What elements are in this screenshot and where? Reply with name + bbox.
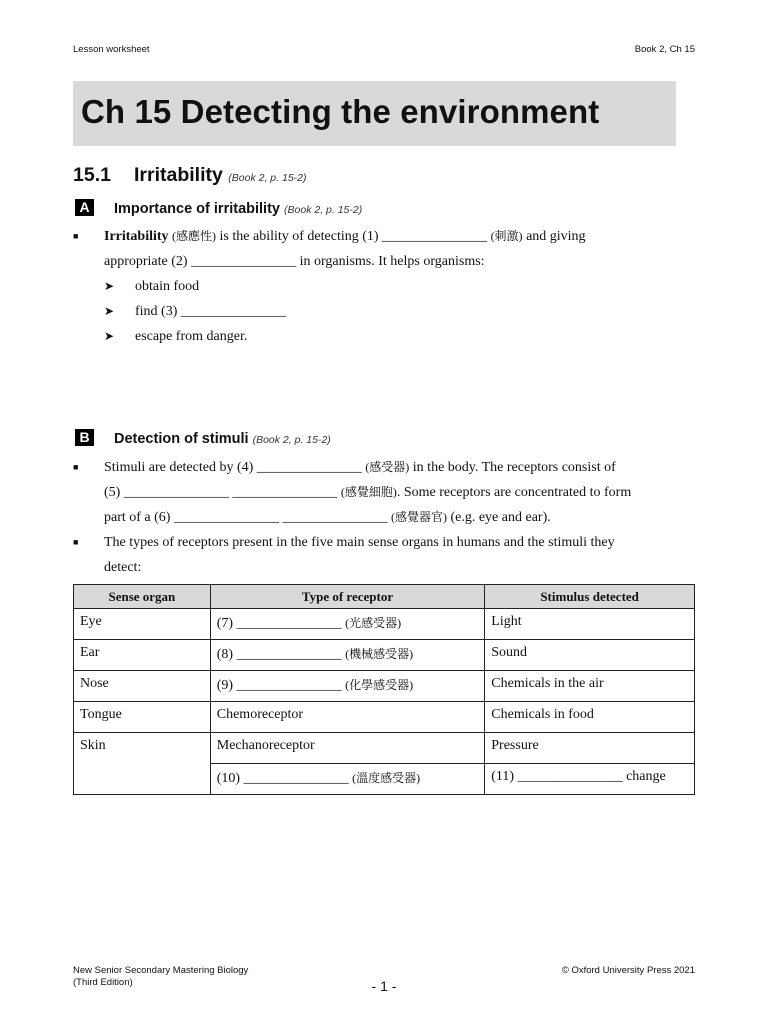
text-fragment: appropriate (2) _______________ in organisms. It helps organisms: <box>104 254 485 269</box>
cell-organ: Ear <box>74 640 211 671</box>
text-fragment: (e.g. eye and ear). <box>446 510 551 525</box>
cell-receptor: Mechanoreceptor <box>210 733 485 764</box>
cell-stimulus: Light <box>485 609 695 640</box>
receptor-text: (9) _______________ <box>216 678 346 693</box>
chapter-title: Ch 15 Detecting the environment <box>81 93 600 130</box>
table-row <box>74 671 695 702</box>
subsection-b-name: Detection of stimuli <box>114 431 249 447</box>
zh-term: (感應性) <box>172 229 217 243</box>
footer-edition: (Third Edition) <box>73 977 133 988</box>
header-receptor-type: Type of receptor <box>210 585 485 609</box>
paragraph-stimuli <box>73 455 693 530</box>
text-fragment: detect: <box>104 560 142 575</box>
list-item-text: find (3) _______________ <box>135 304 286 319</box>
square-bullet-icon: ■ <box>73 537 79 547</box>
zh-term: (光感受器) <box>345 616 402 630</box>
text-fragment: The types of receptors present in the five main sense organs in humans and the stimuli they <box>104 535 615 550</box>
paragraph-receptor-types <box>73 530 693 580</box>
badge-a: A <box>75 199 94 216</box>
receptor-text: (7) _______________ <box>216 616 346 631</box>
zh-term: (溫度感受器) <box>352 771 421 785</box>
subsection-a-title <box>75 199 362 217</box>
zh-term: (感覺細胞) <box>340 485 397 499</box>
table-row <box>74 733 695 764</box>
section-title <box>73 164 307 187</box>
text-fragment: and giving <box>522 229 586 244</box>
cell-organ: Tongue <box>74 702 211 733</box>
subsection-b-ref: (Book 2, p. 15-2) <box>252 434 331 446</box>
cell-receptor <box>210 671 485 702</box>
cell-receptor <box>210 609 485 640</box>
cell-receptor <box>210 764 485 795</box>
subsection-a-ref: (Book 2, p. 15-2) <box>284 204 363 216</box>
list-item <box>104 274 199 299</box>
cell-stimulus: Chemicals in food <box>485 702 695 733</box>
section-name: Irritability <box>134 164 223 186</box>
header-stimulus: Stimulus detected <box>485 585 695 609</box>
cell-receptor: Chemoreceptor <box>210 702 485 733</box>
receptor-text: (8) _______________ <box>216 647 346 662</box>
table-row <box>74 702 695 733</box>
footer-book-title: New Senior Secondary Mastering Biology <box>73 965 249 976</box>
text-fragment: . Some receptors are concentrated to form <box>396 485 632 500</box>
zh-term: (感覺器官) <box>390 510 447 524</box>
list-item-text: obtain food <box>135 279 200 294</box>
subsection-b-title <box>75 429 331 447</box>
text-fragment: in the body. The receptors consist of <box>409 460 616 475</box>
arrow-bullet-icon: ➤ <box>104 329 115 343</box>
chapter-title-box <box>73 81 676 146</box>
cell-organ: Nose <box>74 671 211 702</box>
receptor-table <box>73 584 695 795</box>
cell-stimulus: Pressure <box>485 733 695 764</box>
text-fragment: part of a (6) _______________ _______________ <box>104 510 391 525</box>
cell-stimulus: (11) _______________ change <box>485 764 695 795</box>
footer-copyright: © Oxford University Press 2021 <box>561 965 695 976</box>
zh-term: (感受器) <box>365 460 410 474</box>
cell-organ: Skin <box>74 733 211 795</box>
zh-term: (化學感受器) <box>345 678 414 692</box>
page-number: - 1 - <box>371 978 397 994</box>
list-item <box>104 324 247 349</box>
cell-stimulus: Sound <box>485 640 695 671</box>
header-right: Book 2, Ch 15 <box>634 44 695 55</box>
square-bullet-icon: ■ <box>73 462 79 472</box>
header-sense-organ: Sense organ <box>74 585 211 609</box>
arrow-bullet-icon: ➤ <box>104 304 115 318</box>
paragraph-irritability <box>73 224 693 274</box>
list-item <box>104 299 286 324</box>
arrow-bullet-icon: ➤ <box>104 279 115 293</box>
receptor-text: (10) _______________ <box>216 771 353 786</box>
text-fragment: is the ability of detecting (1) _______________ <box>216 229 491 244</box>
text-fragment: Stimuli are detected by (4) _______________ <box>104 460 366 475</box>
badge-b: B <box>75 429 94 446</box>
header-left: Lesson worksheet <box>73 44 150 55</box>
table-row <box>74 640 695 671</box>
list-item-text: escape from danger. <box>135 329 248 344</box>
table-row <box>74 609 695 640</box>
zh-term: (刺激) <box>490 229 523 243</box>
subsection-a-name: Importance of irritability <box>114 201 280 217</box>
text-fragment: (5) _______________ _______________ <box>104 485 341 500</box>
section-ref: (Book 2, p. 15-2) <box>228 172 307 184</box>
square-bullet-icon: ■ <box>73 231 79 241</box>
cell-organ: Eye <box>74 609 211 640</box>
section-number: 15.1 <box>73 164 111 186</box>
cell-stimulus: Chemicals in the air <box>485 671 695 702</box>
table-header-row <box>74 585 695 609</box>
cell-receptor <box>210 640 485 671</box>
zh-term: (機械感受器) <box>345 647 414 661</box>
term-irritability: Irritability <box>104 229 169 244</box>
